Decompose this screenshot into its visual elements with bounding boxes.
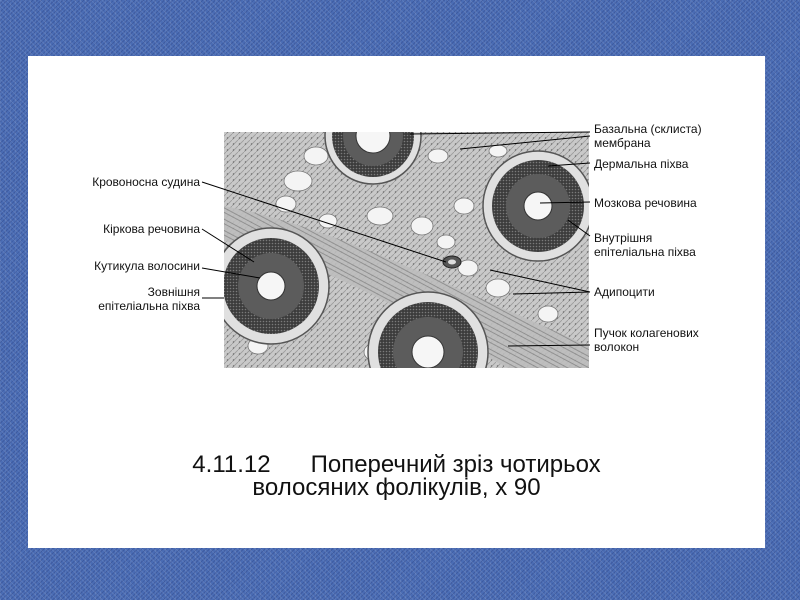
follicle-left [213,228,329,344]
label-collagen-bundle: Пучок колагенових волокон [594,326,699,354]
figure-number: 4.11.12 [192,451,271,478]
label-basal-membrane: Базальна (склиста) мембрана [594,122,702,150]
follicle-top [325,88,421,184]
label-inner-sheath: Внутрішня епітеліальна піхва [594,231,696,259]
label-outer-sheath: Зовнішня епітеліальна піхва [98,285,200,313]
follicle-right [483,151,593,261]
label-adipocytes: Адипоцити [594,285,655,299]
label-hair-cuticle: Кутикула волосини [94,259,200,273]
label-blood-vessel: Кровоносна судина [92,175,200,189]
micrograph-image [213,88,593,412]
label-cortex: Кіркова речовина [103,222,200,236]
caption-title-line1: Поперечний зріз чотирьох [310,451,601,478]
label-medulla: Мозкова речовина [594,196,697,210]
slide [28,56,765,548]
label-dermal-sheath: Дермальна піхва [594,157,689,171]
follicle-bottom [368,292,488,412]
caption-title-line2: волосяних фолікулів, х 90 [252,474,541,501]
